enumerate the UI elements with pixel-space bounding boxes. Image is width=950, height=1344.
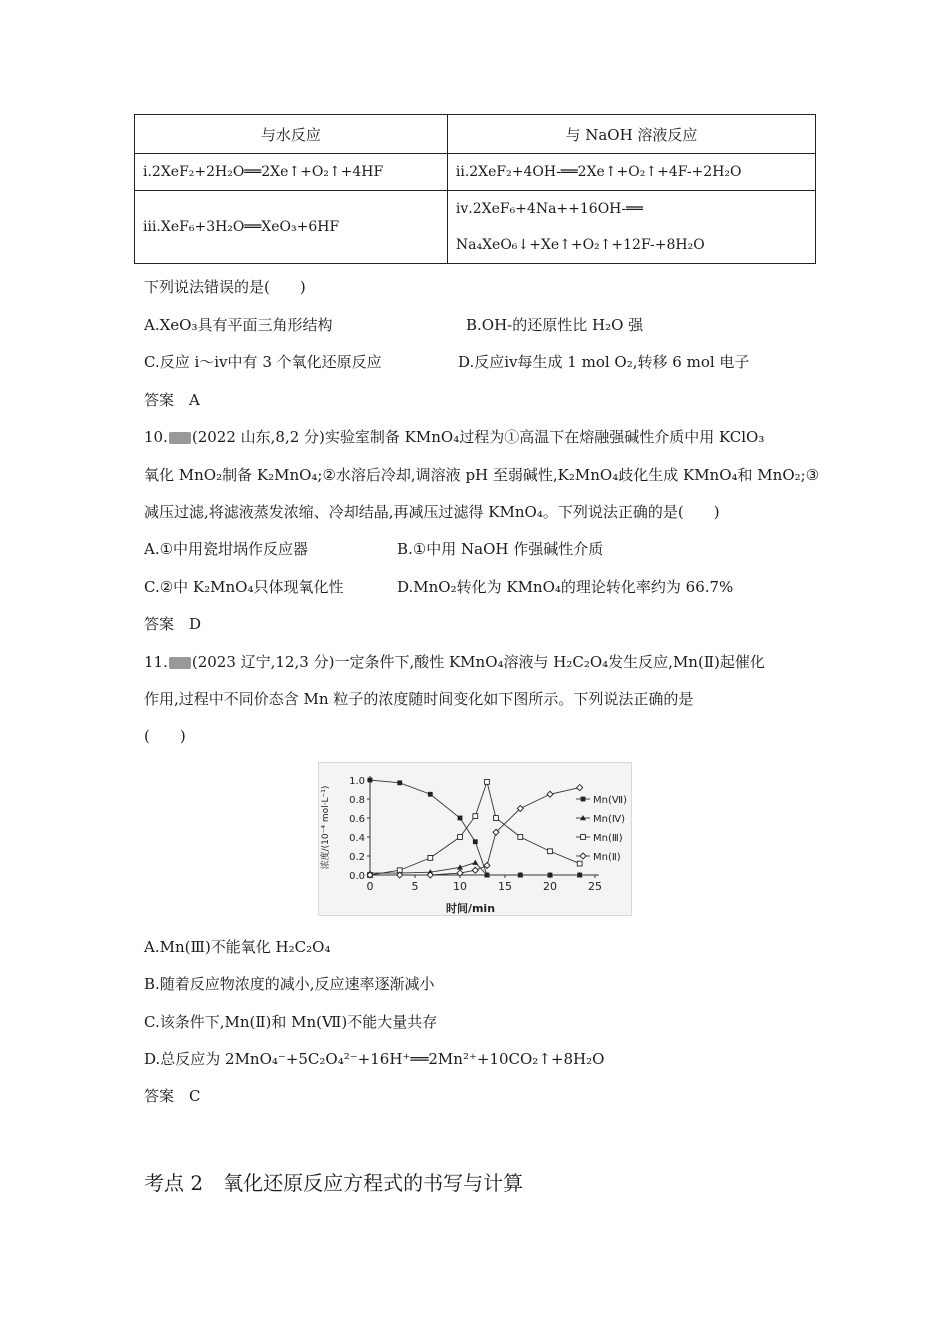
q11-option-b: B.随着反应物浓度的减小,反应速率逐渐减小 <box>144 975 435 993</box>
data-point <box>494 816 499 821</box>
data-point <box>473 839 478 844</box>
x-axis-label: 时间/min <box>445 902 496 915</box>
q11-line1 <box>144 651 765 672</box>
x-tick-label: 25 <box>588 880 602 893</box>
y-tick-label: 1.0 <box>349 776 365 787</box>
q10-option-c: C.②中 K₂MnO₄只体现氧化性 <box>144 578 344 596</box>
legend-label: Mn(Ⅱ) <box>593 852 621 863</box>
reaction-iii: ⅲ.XeF₆+3H₂O══XeO₃+6HF <box>135 191 448 264</box>
y-tick-label: 0.2 <box>349 852 365 863</box>
q11-line3: ( ) <box>144 727 186 745</box>
legend-marker <box>581 835 586 840</box>
q10-option-a: A.①中用瓷坩埚作反应器 <box>144 540 309 558</box>
data-point <box>485 780 490 785</box>
concentration-time-chart <box>318 762 632 916</box>
x-tick-label: 20 <box>543 880 557 893</box>
y-tick-label: 0.6 <box>349 814 365 825</box>
q11-option-a: A.Mn(Ⅲ)不能氧化 H₂C₂O₄ <box>144 938 331 956</box>
x-tick-label: 10 <box>453 880 467 893</box>
q9-option-c: C.反应 ⅰ～ⅳ中有 3 个氧化还原反应 <box>144 353 382 371</box>
q9-answer: 答案 A <box>144 391 200 409</box>
legend-marker <box>581 797 586 802</box>
data-point <box>518 835 523 840</box>
reaction-iv <box>447 191 815 264</box>
x-tick-label: 15 <box>498 880 512 893</box>
q11-line2: 作用,过程中不同价态含 Mn 粒子的浓度随时间变化如下图所示。下列说法正确的是 <box>144 690 694 708</box>
data-point <box>397 780 402 785</box>
q11-option-d: D.总反应为 2MnO₄⁻+5C₂O₄²⁻+16H⁺══2Mn²⁺+10CO₂↑+8H₂O <box>144 1050 605 1068</box>
data-point <box>577 861 582 866</box>
y-tick-label: 0.4 <box>349 833 365 844</box>
data-point <box>458 835 463 840</box>
data-point <box>428 856 433 861</box>
reaction-i: ⅰ.2XeF₂+2H₂O══2Xe↑+O₂↑+4HF <box>135 154 448 191</box>
q11-number: 11. <box>144 653 168 671</box>
q9-option-a: A.XeO₃具有平面三角形结构 <box>144 316 333 334</box>
q10-answer: 答案 D <box>144 615 202 633</box>
x-tick-label: 0 <box>366 880 374 893</box>
q9-option-d: D.反应ⅳ每生成 1 mol O₂,转移 6 mol 电子 <box>458 353 750 371</box>
data-point <box>473 814 478 819</box>
q10-line1 <box>144 426 764 447</box>
data-point <box>368 778 373 783</box>
legend-label: Mn(Ⅶ) <box>593 795 627 806</box>
y-tick-label: 0.8 <box>349 795 365 806</box>
q10-number: 10. <box>144 428 168 446</box>
table-header-naoh: 与 NaOH 溶液反应 <box>447 115 815 154</box>
reaction-ii: ⅱ.2XeF₂+4OH-══2Xe↑+O₂↑+4F-+2H₂O <box>447 154 815 191</box>
section-heading: 考点 2 氧化还原反应方程式的书写与计算 <box>144 1171 524 1195</box>
q9-prompt: 下列说法错误的是( ) <box>144 278 306 296</box>
data-point <box>548 849 553 854</box>
legend-label: Mn(Ⅳ) <box>593 814 625 825</box>
difficulty-star-icon <box>169 657 191 669</box>
reaction-iv-line2: Na₄XeO₆↓+Xe↑+O₂↑+12F-+8H₂O <box>455 237 705 253</box>
data-point <box>428 792 433 797</box>
q10-line3: 减压过滤,将滤液蒸发浓缩、冷却结晶,再减压过滤得 KMnO₄。下列说法正确的是( ) <box>144 503 720 521</box>
reaction-iv-line1: ⅳ.2XeF₆+4Na++16OH-══ <box>455 201 643 217</box>
difficulty-star-icon <box>169 432 191 444</box>
q11-answer: 答案 C <box>144 1087 201 1105</box>
x-tick-label: 5 <box>411 880 419 893</box>
q10-option-d: D.MnO₂转化为 KMnO₄的理论转化率约为 66.7% <box>397 578 734 596</box>
q10-option-b: B.①中用 NaOH 作强碱性介质 <box>397 540 604 558</box>
table-header-water: 与水反应 <box>135 115 448 154</box>
q10-line2: 氧化 MnO₂制备 K₂MnO₄;②水溶后冷却,调溶液 pH 至弱碱性,K₂MnO₄歧化生成 KMnO₄和 MnO₂;③ <box>144 466 820 484</box>
q9-option-b: B.OH-的还原性比 H₂O 强 <box>466 316 644 334</box>
data-point <box>458 816 463 821</box>
q10-stem-start: (2022 山东,8,2 分)实验室制备 KMnO₄过程为①高温下在熔融强碱性介质中用 KClO₃ <box>191 428 765 446</box>
reaction-table <box>134 114 816 264</box>
y-tick-label: 0.0 <box>349 871 365 882</box>
legend-label: Mn(Ⅲ) <box>593 833 623 844</box>
q11-stem-start: (2023 辽宁,12,3 分)一定条件下,酸性 KMnO₄溶液与 H₂C₂O₄发生反应,Mn(Ⅱ)起催化 <box>191 653 765 671</box>
y-axis-label: 浓度/(10⁻⁴ mol·L⁻¹) <box>321 785 331 870</box>
q11-option-c: C.该条件下,Mn(Ⅱ)和 Mn(Ⅶ)不能大量共存 <box>144 1013 438 1031</box>
